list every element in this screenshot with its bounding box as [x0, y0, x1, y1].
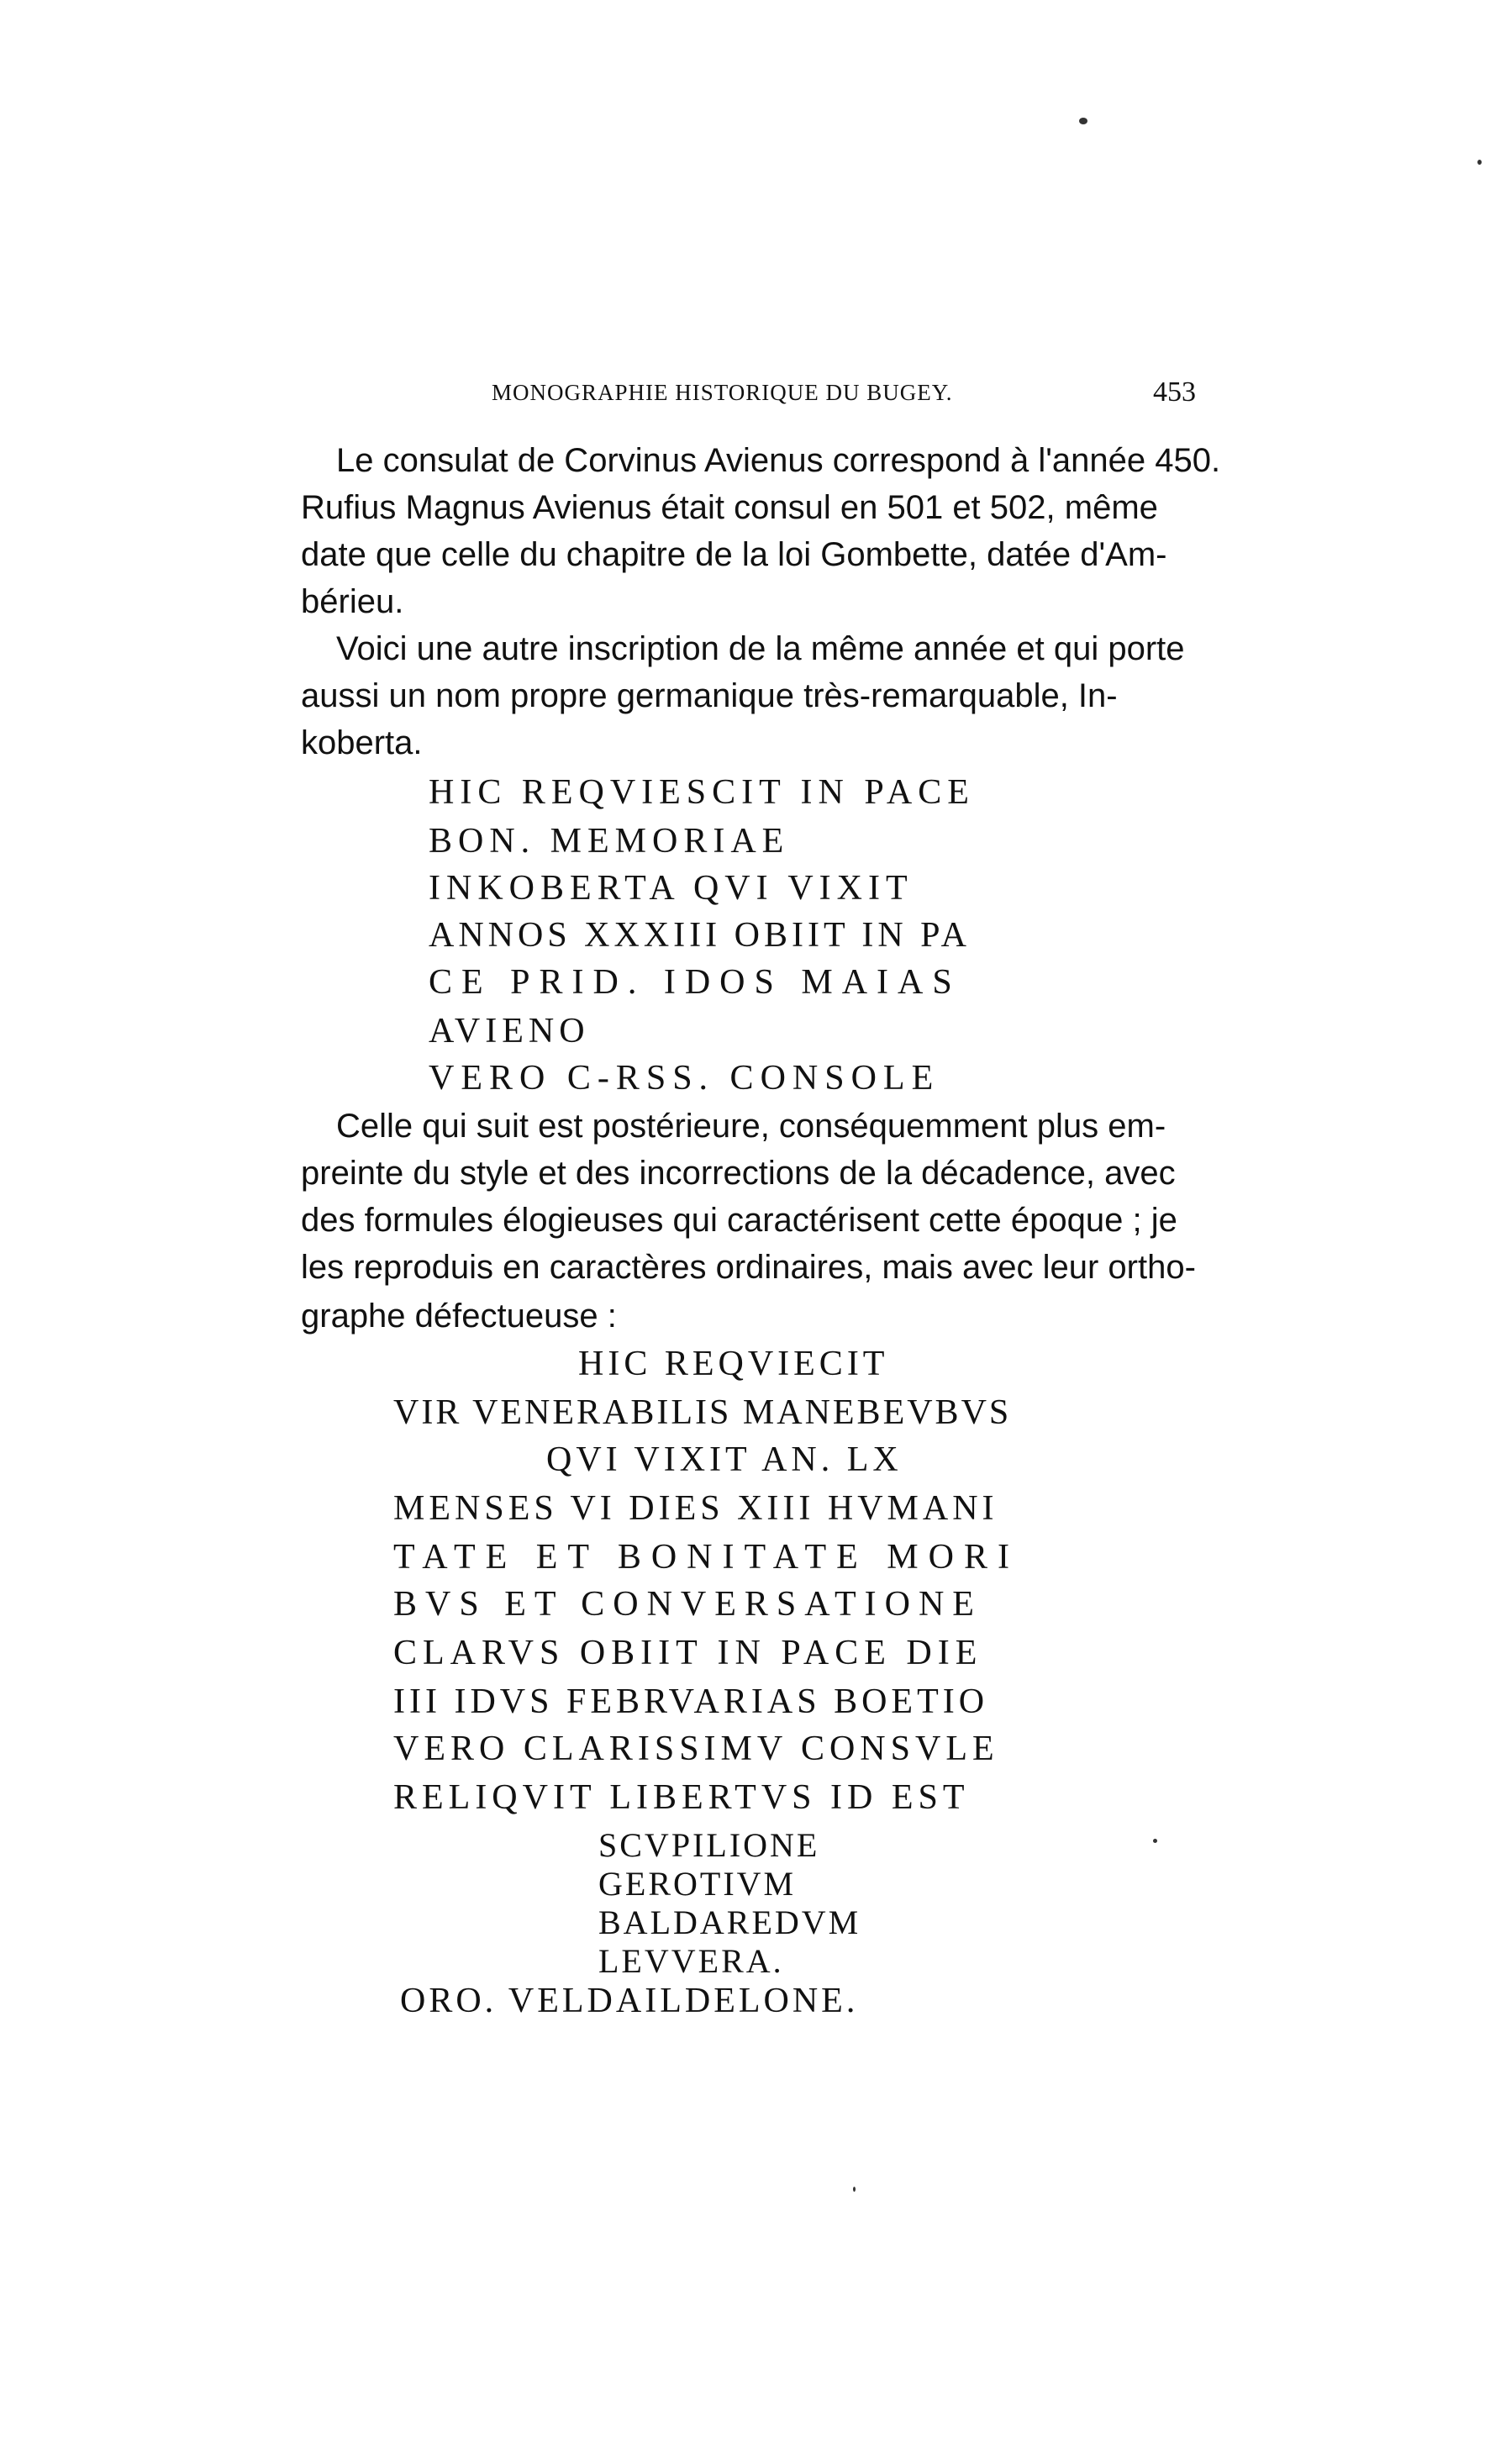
- inscription-line: BVS ET CONVERSATIONE: [393, 1585, 982, 1624]
- scan-speck: [853, 2187, 856, 2192]
- inscription-line: VERO CLARISSIMV CONSVLE: [393, 1730, 999, 1768]
- paragraph-line: aussi un nom propre germanique très-remarquable, In-: [301, 677, 1118, 714]
- paragraph-line: Rufius Magnus Avienus était consul en 501 et 502, même: [301, 489, 1158, 526]
- paragraph-line: des formules élogieuses qui caractérisent cette époque ; je: [301, 1202, 1177, 1239]
- inscription-line: ANNOS XXXIII OBIIT IN PA: [429, 916, 971, 955]
- paragraph-line: koberta.: [301, 724, 423, 761]
- inscription-line: VIR VENERABILIS MANEBEVBVS: [393, 1393, 1012, 1432]
- paragraph-line: graphe défectueuse :: [301, 1298, 617, 1335]
- paragraph-line: preinte du style et des incorrections de la décadence, avec: [301, 1155, 1176, 1192]
- inscription-line: SCVPILIONE: [598, 1826, 820, 1864]
- inscription-line: LEVVERA.: [598, 1942, 784, 1980]
- scan-speck: [1153, 1839, 1157, 1843]
- page-number: 453: [1153, 376, 1196, 408]
- inscription-line: RELIQVIT LIBERTVS ID EST: [393, 1778, 970, 1817]
- inscription-line: CE PRID. IDOS MAIAS: [429, 963, 961, 1002]
- paragraph-line: Le consulat de Corvinus Avienus correspond à l'année 450.: [336, 442, 1221, 479]
- inscription-line: BALDAREDVM: [598, 1903, 861, 1941]
- inscription-line: MENSES VI DIES XIII HVMANI: [393, 1489, 998, 1528]
- inscription-line: AVIENO: [429, 1012, 590, 1050]
- scan-speck: [1079, 118, 1087, 124]
- inscription-line: TATE ET BONITATE MORI: [393, 1538, 1019, 1577]
- paragraph-line: Voici une autre inscription de la même année et qui porte: [336, 630, 1185, 667]
- inscription-line: CLARVS OBIIT IN PACE DIE: [393, 1634, 983, 1672]
- inscription-line: HIC REQVIESCIT IN PACE: [429, 773, 975, 812]
- inscription-line: HIC REQVIECIT: [578, 1345, 889, 1383]
- inscription-line: ORO. VELDAILDELONE.: [400, 1982, 859, 2020]
- paragraph-line: bérieu.: [301, 583, 404, 620]
- paragraph-line: Celle qui suit est postérieure, conséquemment plus em-: [336, 1108, 1166, 1145]
- inscription-line: VERO C-RSS. CONSOLE: [429, 1059, 940, 1098]
- inscription-line: BON. MEMORIAE: [429, 822, 790, 861]
- paragraph-line: les reproduis en caractères ordinaires, mais avec leur ortho-: [301, 1249, 1196, 1286]
- scan-speck: [1477, 160, 1482, 165]
- inscription-line: QVI VIXIT AN. LX: [546, 1440, 903, 1479]
- inscription-line: INKOBERTA QVI VIXIT: [429, 869, 914, 908]
- inscription-line: GEROTIVM: [598, 1865, 797, 1903]
- inscription-line: III IDVS FEBRVARIAS BOETIO: [393, 1682, 989, 1721]
- paragraph-line: date que celle du chapitre de la loi Gombette, datée d'Am-: [301, 536, 1167, 573]
- running-title: MONOGRAPHIE HISTORIQUE DU BUGEY.: [492, 380, 953, 405]
